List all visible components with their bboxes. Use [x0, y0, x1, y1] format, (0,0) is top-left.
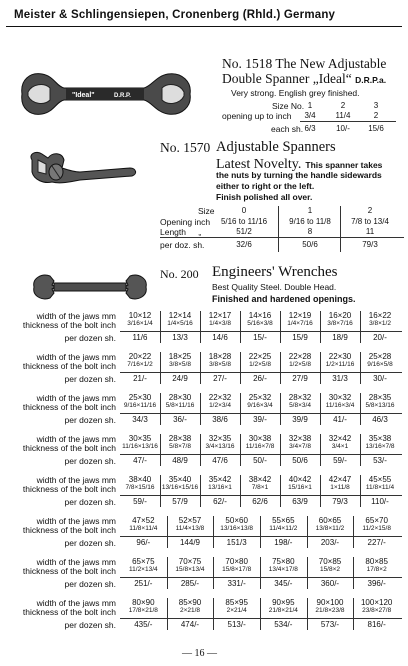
wrench-200-price-label: per dozen sh.	[64, 456, 116, 466]
wrench-1518-rule	[300, 121, 396, 122]
wrench-200-width-cell: 100×120	[360, 598, 393, 607]
wrench-200-bolt-cell: 3/8×7/16	[327, 320, 353, 327]
wrench-200-width-label: width of the jaws mm	[36, 557, 116, 567]
wrench-200-col-divider	[200, 475, 201, 507]
wrench-200-col-divider	[213, 598, 214, 630]
wrench-200-col-divider	[240, 434, 241, 466]
wrench-200-col-divider	[200, 311, 201, 343]
wrench-200-width-cell: 80×90	[132, 598, 155, 607]
wrench-200-bolt-cell: 1×11/8	[330, 484, 350, 491]
wrench-1570-size: 0	[241, 206, 247, 215]
wrench-200-price-cell: 345/-	[274, 579, 293, 588]
wrench-1518-size: 1	[307, 101, 313, 110]
wrench-200-bolt-cell: 7/8×1	[251, 484, 269, 491]
wrench-200-col-divider	[167, 557, 168, 589]
wrench-200-bolt-cell: 15/8×17/8	[222, 566, 252, 573]
wrench-200-width-cell: 60×65	[318, 516, 342, 525]
wrench-200-price-label: per dozen sh.	[64, 374, 116, 384]
wrench-200-col-divider	[213, 557, 214, 589]
wrench-200-bolt-cell: 1/4×5/16	[167, 320, 193, 327]
wrench-200-price-cell: 21/-	[133, 374, 147, 383]
wrench-200-col-divider	[160, 352, 161, 384]
wrench-200-width-cell: 18×25	[168, 352, 192, 361]
wrench-200-price-cell: 573/-	[320, 620, 340, 629]
wrench-200-col-divider	[280, 352, 281, 384]
wrench-200-price-cell: 14/6	[212, 333, 228, 342]
wrench-200-width-cell: 25×28	[368, 352, 392, 361]
wrench-200-width-label: width of the jaws mm	[36, 352, 116, 362]
wrench-200-price-label: per dozen sh.	[64, 538, 116, 548]
wrench-200-width-cell: 12×14	[168, 311, 192, 320]
wrench-200-bolt-cell: 3/4×7/8	[289, 443, 311, 450]
wrench-200-width-cell: 25×30	[128, 393, 152, 402]
wrench-1570-opening-label: Opening inch	[160, 217, 211, 227]
wrench-200-bolt-cell: 3/8×5/8	[209, 361, 231, 368]
wrench-200-width-cell: 35×40	[168, 475, 192, 484]
wrench-200-thickness-label: thickness of the bolt inch	[22, 443, 116, 453]
wrench-200-bolt-cell: 13/16×7/8	[365, 443, 395, 450]
wrench-200-bolt-cell: 15/16×1	[288, 484, 312, 491]
wrench-200-width-cell: 70×80	[225, 557, 248, 566]
wrench-200-width-cell: 40×42	[288, 475, 312, 484]
wrench-200-price-cell: 48/9	[172, 456, 188, 465]
wrench-200-width-cell: 22×32	[208, 393, 232, 402]
wrench-200-bolt-cell: 13/4×17/8	[268, 566, 298, 573]
wrench-1570-desc-b: the nuts by turning the handle sidewards	[216, 170, 382, 180]
wrench-200-col-divider	[240, 311, 241, 343]
wrench-200-col-divider	[240, 352, 241, 384]
wrench-1518-number: No. 1518	[222, 56, 273, 71]
wrench-200-price-cell: 41/-	[333, 415, 347, 424]
wrench-200-bolt-cell: 11/4×13/8	[175, 525, 205, 532]
wrench-200-price-cell: 251/-	[134, 579, 153, 588]
wrench-200-width-cell: 55×65	[272, 516, 295, 525]
wrench-200-price-cell: 24/9	[172, 374, 188, 383]
wrench-200-col-divider	[280, 311, 281, 343]
wrench-200-col-divider	[160, 393, 161, 425]
wrench-200-bolt-cell: 11/8×11/4	[129, 525, 158, 532]
wrench-200-bolt-cell: 5/8×7/8	[169, 443, 191, 450]
wrench-1518-each-label: each sh.	[271, 124, 304, 134]
wrench-200-price-cell: 816/-	[367, 620, 386, 629]
wrench-200-width-cell: 10×12	[128, 311, 152, 320]
wrench-200-price-label: per dozen sh.	[64, 333, 116, 343]
wrench-200-col-divider	[360, 352, 361, 384]
wrench-1518-title-b: Double Spanner „Ideal“	[222, 71, 352, 86]
wrench-1570-length: 51/2	[236, 227, 252, 236]
wrench-200-bolt-cell: 5/8×11/16	[165, 402, 195, 409]
wrench-1518-price: 10/-	[336, 124, 350, 133]
wrench-200-width-label: width of the jaws mm	[36, 434, 116, 444]
wrench-200-width-cell: 70×85	[318, 557, 342, 566]
wrench-200-bolt-cell: 13/8×11/2	[315, 525, 345, 532]
wrench-200-price-cell: 46/3	[372, 415, 388, 424]
wrench-1518-logo-text2: D.R.P.	[114, 93, 131, 99]
wrench-1570-size: 1	[307, 206, 313, 215]
wrench-200-width-cell: 28×30	[168, 393, 192, 402]
wrench-1518-size-label: Size No.	[272, 101, 305, 111]
wrench-200-price-cell: 59/-	[333, 456, 347, 465]
wrench-200-price-cell: 96/-	[136, 538, 151, 547]
wrench-200-width-cell: 50×60	[225, 516, 248, 525]
wrench-200-width-cell: 32×35	[208, 434, 232, 443]
wrench-200-width-label: width of the jaws mm	[36, 598, 116, 608]
wrench-200-price-cell: 227/-	[367, 538, 386, 547]
wrench-200-col-divider	[260, 557, 261, 589]
wrench-200-width-cell: 30×35	[128, 434, 152, 443]
wrench-200-col-divider	[200, 393, 201, 425]
wrench-200-width-cell: 65×75	[132, 557, 155, 566]
header-rule	[6, 26, 402, 27]
wrench-200-bolt-cell: 2×21/8	[179, 607, 201, 614]
wrench-1570-length-label	[160, 227, 201, 237]
wrench-200-col-divider	[320, 352, 321, 384]
wrench-200-price-cell: 50/6	[292, 456, 308, 465]
wrench-200-bolt-cell: 11/16×7/8	[245, 443, 275, 450]
wrench-200-price-cell: 513/-	[227, 620, 246, 629]
wrench-200-bolt-cell: 21/8×23/8	[315, 607, 345, 614]
wrench-200-width-cell: 45×55	[368, 475, 392, 484]
wrench-1570-desc-a: This spanner takes	[305, 160, 383, 170]
wrench-200-bolt-cell: 1/2×5/8	[289, 361, 311, 368]
wrench-200-price-cell: 27/9	[292, 374, 308, 383]
wrench-200-width-cell: 52×57	[178, 516, 202, 525]
wrench-1570-rule	[160, 237, 404, 238]
wrench-200-width-cell: 16×20	[328, 311, 352, 320]
wrench-200-price-cell: 474/-	[180, 620, 200, 629]
wrench-200-price-cell: 331/-	[227, 579, 246, 588]
wrench-1570-price: 79/3	[362, 240, 378, 249]
wrench-200-col-divider	[307, 598, 308, 630]
wrench-200-col-divider	[320, 434, 321, 466]
wrench-200-price-cell: 39/-	[253, 415, 267, 424]
wrench-1518-opening-label: opening up to inch	[222, 111, 292, 121]
wrench-200-price-cell: 203/-	[320, 538, 340, 547]
wrench-200-width-cell: 30×32	[328, 393, 352, 402]
adjustable-double-spanner-illustration	[16, 66, 196, 122]
wrench-200-bolt-cell: 3/4×13/16	[205, 443, 235, 450]
wrench-1518-title-mark: D.R.P.a.	[355, 75, 387, 85]
wrench-200-bolt-cell: 3/16×1/4	[127, 320, 153, 327]
wrench-200-col-divider	[260, 516, 261, 548]
wrench-200-bolt-cell: 17/8×21/8	[128, 607, 158, 614]
wrench-200-thickness-label: thickness of the bolt inch	[22, 402, 116, 412]
wrench-200-col-divider	[320, 393, 321, 425]
wrench-1570-title: Adjustable Spanners	[216, 139, 336, 155]
wrench-200-thickness-label: thickness of the bolt inch	[22, 484, 116, 494]
wrench-200-price-cell: 26/-	[253, 374, 267, 383]
wrench-200-price-cell: 11/6	[132, 333, 148, 342]
wrench-200-group-rule	[120, 618, 402, 619]
wrench-200-col-divider	[360, 393, 361, 425]
wrench-200-col-divider	[160, 475, 161, 507]
wrench-1570-title-b: Latest Novelty.	[216, 157, 302, 172]
wrench-200-price-cell: 63/9	[292, 497, 308, 506]
wrench-200-bolt-cell: 1/4×7/16	[287, 320, 313, 327]
wrench-200-price-cell: 36/-	[173, 415, 187, 424]
wrench-200-width-cell: 32×42	[328, 434, 352, 443]
wrench-200-bolt-cell: 9/16×5/8	[367, 361, 393, 368]
wrench-200-width-cell: 90×95	[272, 598, 295, 607]
wrench-200-bolt-cell: 3/4×1	[331, 443, 349, 450]
wrench-200-bolt-cell: 23/8×27/8	[362, 607, 392, 614]
adjustable-spanner-illustration	[22, 146, 140, 194]
wrench-200-col-divider	[280, 434, 281, 466]
wrench-1570-size: 2	[367, 206, 373, 215]
wrench-200-width-cell: 85×90	[178, 598, 202, 607]
wrench-1570-price: 32/6	[236, 240, 252, 249]
wrench-200-bolt-cell: 3/8×5/8	[169, 361, 191, 368]
wrench-200-width-cell: 28×35	[368, 393, 392, 402]
wrench-1570-opening: 5/16 to 11/16	[220, 217, 268, 226]
wrench-200-price-cell: 534/-	[274, 620, 293, 629]
wrench-200-col-divider	[307, 557, 308, 589]
wrench-200-width-cell: 35×42	[208, 475, 232, 484]
wrench-1518-opening: 2	[373, 111, 379, 120]
engineers-wrench-illustration	[30, 272, 150, 302]
wrench-200-col-divider	[160, 434, 161, 466]
wrench-1518-heading	[222, 56, 386, 72]
wrench-200-price-label: per dozen sh.	[64, 497, 116, 507]
wrench-200-width-cell: 12×19	[288, 311, 312, 320]
wrench-200-col-divider	[353, 557, 354, 589]
wrench-1570-length-text: Length	[160, 227, 186, 237]
wrench-200-bolt-cell: 11/16×3/4	[325, 402, 355, 409]
wrench-200-col-divider	[280, 475, 281, 507]
wrench-200-width-cell: 42×47	[328, 475, 352, 484]
wrench-1570-number: No. 1570	[160, 140, 211, 155]
wrench-1570-desc-c: either to right or the left.	[216, 181, 315, 191]
wrench-200-width-label: width of the jaws mm	[36, 311, 116, 321]
wrench-200-bolt-cell: 5/16×3/8	[247, 320, 273, 327]
wrench-200-price-cell: 110/-	[371, 497, 389, 506]
wrench-1570-length: 11	[365, 227, 375, 236]
wrench-200-bolt-cell: 11/2×13/4	[129, 566, 158, 573]
wrench-200-width-cell: 80×85	[365, 557, 388, 566]
wrench-200-bolt-cell: 17/8×2	[366, 566, 387, 573]
wrench-1570-size-label: Size	[198, 206, 215, 216]
wrench-200-width-cell: 75×80	[272, 557, 295, 566]
wrench-1518-title-line-2	[222, 71, 386, 87]
wrench-200-bolt-cell: 1/2×3/4	[209, 402, 231, 409]
wrench-200-col-divider	[320, 475, 321, 507]
wrench-1518-price: 15/6	[368, 124, 384, 133]
wrench-1570-divider	[278, 206, 279, 252]
wrench-200-width-label: width of the jaws mm	[36, 475, 116, 485]
wrench-1518-description: Very strong. English grey finished.	[231, 88, 360, 98]
wrench-200-bolt-cell: 11/4×11/2	[269, 525, 298, 532]
wrench-200-col-divider	[360, 434, 361, 466]
wrench-1518-opening: 11/4	[335, 111, 351, 120]
wrench-1518-size: 2	[340, 101, 346, 110]
wrench-200-col-divider	[320, 311, 321, 343]
wrench-200-price-cell: 15/-	[253, 333, 267, 342]
wrench-1518-price: 6/3	[304, 124, 316, 133]
wrench-200-price-cell: 39/9	[292, 415, 308, 424]
wrench-200-price-cell: 360/-	[320, 579, 340, 588]
wrench-200-width-cell: 18×28	[208, 352, 232, 361]
wrench-200-width-cell: 35×38	[368, 434, 392, 443]
wrench-200-bolt-cell: 5/8×3/4	[289, 402, 311, 409]
wrench-200-group-rule	[120, 536, 402, 537]
wrench-200-bolt-cell: 15/8×13/4	[175, 566, 205, 573]
wrench-200-price-cell: 435/-	[134, 620, 153, 629]
wrench-200-price-cell: 20/-	[373, 333, 387, 342]
wrench-200-width-cell: 25×32	[248, 393, 272, 402]
wrench-200-width-cell: 20×22	[128, 352, 152, 361]
wrench-200-price-cell: 151/3	[226, 538, 247, 547]
wrench-200-price-cell: 31/3	[332, 374, 348, 383]
wrench-200-title: Engineers' Wrenches	[212, 264, 338, 280]
wrench-200-bolt-cell: 11/2×15/8	[362, 525, 391, 532]
wrench-200-col-divider	[353, 598, 354, 630]
wrench-200-price-cell: 13/3	[172, 333, 188, 342]
wrench-200-col-divider	[167, 516, 168, 548]
wrench-200-col-divider	[360, 311, 361, 343]
wrench-200-width-cell: 28×32	[288, 393, 312, 402]
wrench-200-bolt-cell: 3/8×1/2	[369, 320, 391, 327]
wrench-200-thickness-label: thickness of the bolt inch	[22, 566, 116, 576]
wrench-200-bolt-cell: 13/16×13/8	[220, 525, 254, 532]
wrench-200-col-divider	[353, 516, 354, 548]
wrench-200-width-cell: 38×42	[248, 475, 272, 484]
wrench-200-col-divider	[240, 475, 241, 507]
wrench-1518-logo-text: "Ideal"	[72, 92, 95, 99]
wrench-200-width-label: width of the jaws mm	[36, 393, 116, 403]
wrench-200-number: No. 200	[160, 267, 199, 281]
wrench-200-width-cell: 16×22	[368, 311, 392, 320]
wrench-200-col-divider	[280, 393, 281, 425]
wrench-200-price-cell: 144/9	[179, 538, 200, 547]
wrench-200-price-cell: 47/6	[212, 456, 228, 465]
wrench-200-thickness-label: thickness of the bolt inch	[22, 320, 116, 330]
wrench-200-col-divider	[260, 598, 261, 630]
wrench-1570-price-label: per doz. sh.	[160, 240, 205, 250]
wrench-200-bolt-cell: 9/16×11/16	[123, 402, 157, 409]
wrench-200-width-cell: 12×17	[208, 311, 232, 320]
wrench-200-price-cell: 47/-	[133, 456, 147, 465]
wrench-200-col-divider	[240, 393, 241, 425]
wrench-200-width-cell: 28×38	[168, 434, 192, 443]
wrench-200-thickness-label: thickness of the bolt inch	[22, 525, 116, 535]
wrench-200-width-cell: 85×95	[225, 598, 248, 607]
wrench-200-price-cell: 198/-	[274, 538, 293, 547]
wrench-200-price-cell: 285/-	[180, 579, 200, 588]
wrench-200-price-cell: 15/9	[292, 333, 308, 342]
wrench-200-bolt-cell: 15/8×2	[319, 566, 341, 573]
wrench-200-price-cell: 53/-	[373, 456, 387, 465]
wrench-200-price-cell: 38/6	[212, 415, 228, 424]
wrench-200-bolt-cell: 1/2×11/16	[325, 361, 355, 368]
wrench-1570-opening: 9/16 to 11/8	[289, 217, 331, 226]
wrench-200-bolt-cell: 21/8×21/4	[268, 607, 298, 614]
wrench-1570-length: 8	[307, 227, 313, 236]
wrench-200-thickness-label: thickness of the bolt inch	[22, 361, 116, 371]
wrench-200-bolt-cell: 13/16×1	[208, 484, 232, 491]
page-number: — 16 —	[182, 648, 217, 659]
wrench-200-width-cell: 22×30	[328, 352, 352, 361]
wrench-200-price-cell: 62/6	[252, 497, 268, 506]
wrench-200-desc-a: Best Quality Steel. Double Head.	[212, 282, 337, 292]
wrench-200-col-divider	[200, 352, 201, 384]
wrench-1518-size: 3	[373, 101, 379, 110]
wrench-200-width-cell: 22×25	[248, 352, 272, 361]
wrench-200-price-cell: 18/9	[332, 333, 348, 342]
wrench-200-price-cell: 34/3	[132, 415, 148, 424]
wrench-1570-length-unit: „	[198, 227, 202, 237]
wrench-200-width-label: width of the jaws mm	[36, 516, 116, 526]
wrench-200-width-cell: 47×52	[132, 516, 155, 525]
wrench-200-price-cell: 50/-	[253, 456, 267, 465]
wrench-200-col-divider	[167, 598, 168, 630]
wrench-200-bolt-cell: 11/8×11/4	[365, 484, 395, 491]
wrench-1518-title-a: The New Adjustable	[275, 56, 387, 71]
wrench-200-width-cell: 22×28	[288, 352, 312, 361]
wrench-200-width-cell: 70×75	[178, 557, 202, 566]
wrench-200-price-cell: 57/9	[172, 497, 188, 506]
wrench-1570-price: 50/6	[302, 240, 318, 249]
wrench-200-price-cell: 79/3	[332, 497, 348, 506]
wrench-200-width-cell: 14×16	[248, 311, 272, 320]
wrench-200-col-divider	[307, 516, 308, 548]
wrench-200-bolt-cell: 1/4×3/8	[209, 320, 231, 327]
wrench-200-price-label: per dozen sh.	[64, 620, 116, 630]
wrench-200-price-label: per dozen sh.	[64, 415, 116, 425]
wrench-200-bolt-cell: 1/2×5/8	[249, 361, 271, 368]
wrench-200-width-cell: 38×40	[128, 475, 152, 484]
wrench-200-price-cell: 396/-	[367, 579, 386, 588]
wrench-200-bolt-cell: 9/16×3/4	[247, 402, 273, 409]
wrench-1570-desc-d: Finish polished all over.	[216, 192, 313, 202]
wrench-200-thickness-label: thickness of the bolt inch	[22, 607, 116, 617]
page-header: Meister & Schlingensiepen, Cronenberg (Rhld.) Germany	[14, 9, 336, 21]
wrench-200-bolt-cell: 7/16×1/2	[127, 361, 153, 368]
wrench-200-price-cell: 59/-	[133, 497, 147, 506]
wrench-200-bolt-cell: 13/16×15/16	[161, 484, 199, 491]
wrench-200-col-divider	[160, 311, 161, 343]
wrench-1570-divider	[340, 206, 341, 252]
wrench-200-price-label: per dozen sh.	[64, 579, 116, 589]
wrench-200-group-rule	[120, 577, 402, 578]
wrench-200-bolt-cell: 7/8×15/16	[125, 484, 155, 491]
wrench-200-width-cell: 90×100	[316, 598, 344, 607]
wrench-200-width-cell: 65×70	[365, 516, 388, 525]
wrench-200-width-cell: 32×38	[288, 434, 312, 443]
wrench-200-bolt-cell: 5/8×13/16	[365, 402, 395, 409]
wrench-200-width-cell: 30×38	[248, 434, 272, 443]
wrench-200-bolt-cell: 2×21/4	[226, 607, 247, 614]
wrench-200-col-divider	[213, 516, 214, 548]
wrench-1570-opening: 7/8 to 13/4	[351, 217, 389, 226]
wrench-200-price-cell: 30/-	[373, 374, 387, 383]
wrench-200-desc-b: Finished and hardened openings.	[212, 294, 356, 304]
wrench-200-price-cell: 62/-	[213, 497, 227, 506]
wrench-1518-opening: 3/4	[304, 111, 316, 120]
wrench-200-bolt-cell: 11/16×13/16	[122, 443, 158, 450]
wrench-200-price-cell: 27/-	[213, 374, 227, 383]
wrench-200-col-divider	[360, 475, 361, 507]
wrench-200-col-divider	[200, 434, 201, 466]
